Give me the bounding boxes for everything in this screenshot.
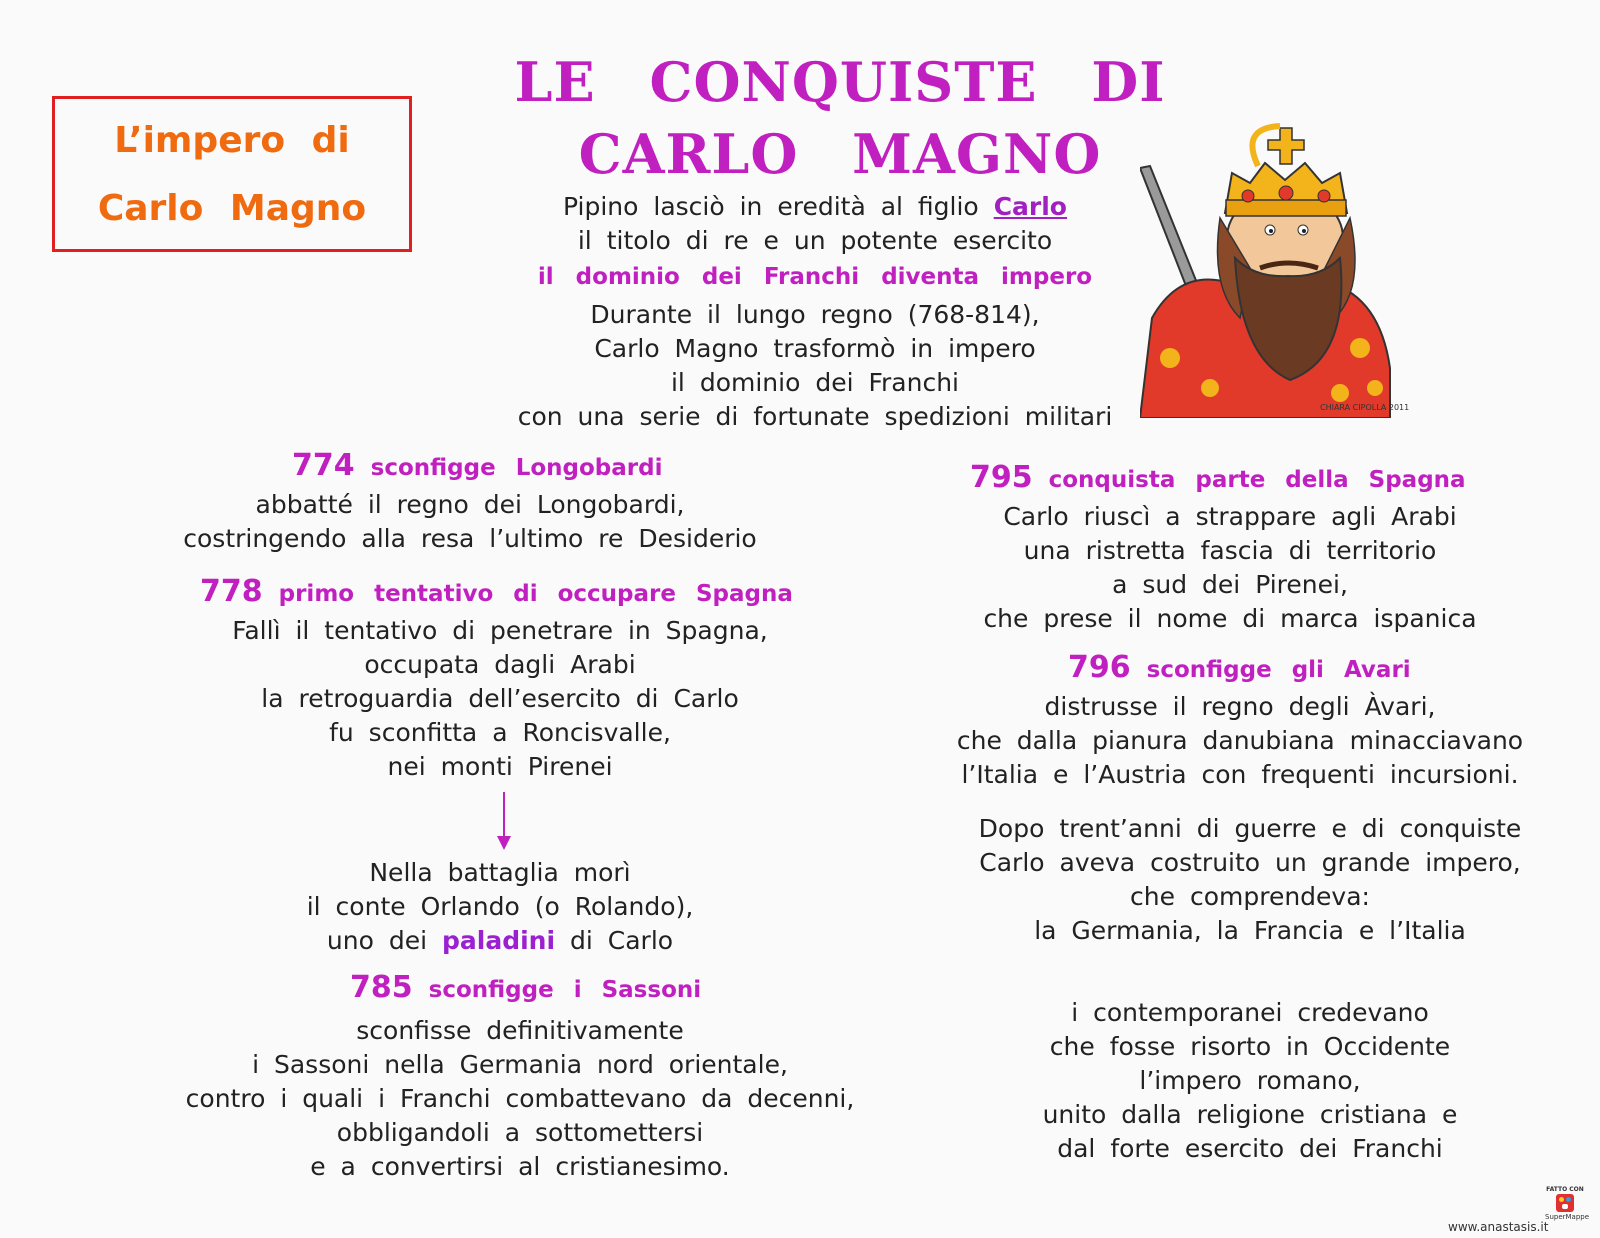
heading-774-text: sconfigge Longobardi	[370, 455, 663, 481]
text-line: unito dalla religione cristiana e	[1042, 1100, 1458, 1129]
text-line: dal forte esercito dei Franchi	[1057, 1134, 1443, 1163]
logo-bottom-text: SuperMappe	[1545, 1213, 1590, 1221]
text-line: l’Italia e l’Austria con frequenti incursioni.	[961, 760, 1519, 789]
paladini-line	[180, 924, 820, 958]
text-line: che dalla pianura danubiana minacciavano	[956, 726, 1524, 755]
text-line: di Carlo	[570, 926, 674, 955]
text-line: costringendo alla resa l’ultimo re Desiderio	[183, 524, 757, 553]
year-785: 785	[350, 970, 413, 1005]
text-line: uno dei	[326, 926, 428, 955]
heading-778	[200, 574, 793, 609]
intro-line1	[455, 190, 1175, 224]
text-line: occupata dagli Arabi	[364, 650, 636, 679]
text-line: i contemporanei credevano	[1071, 998, 1429, 1027]
text-line: abbatté il regno dei Longobardi,	[255, 490, 685, 519]
title-box-line2: Carlo Magno	[97, 188, 367, 229]
text-line: a sud dei Pirenei,	[1112, 570, 1348, 599]
conclusion	[940, 812, 1560, 948]
text-line: nei monti Pirenei	[387, 752, 613, 781]
intro-para-3: il dominio dei Franchi	[670, 368, 960, 397]
illustration-signature: CHIARA CIPOLLA 2011	[1320, 403, 1410, 412]
charlemagne-illustration	[1140, 118, 1420, 418]
footer-url[interactable]: www.anastasis.it	[1448, 1220, 1549, 1234]
text-line: che comprendeva:	[1130, 882, 1370, 911]
page-title	[490, 46, 1190, 190]
title-box-line1: L’impero di	[114, 120, 350, 161]
text-line: contro i quali i Franchi combattevano da decenni,	[185, 1084, 855, 1113]
heading-795-text: conquista parte della Spagna	[1048, 467, 1466, 493]
heading-795	[970, 460, 1466, 495]
paladini-highlight: paladini	[442, 926, 556, 955]
text-line: Carlo riuscì a strappare agli Arabi	[1003, 502, 1457, 531]
intro-line2: il titolo di re e un potente esercito	[577, 226, 1053, 255]
text-line: la Germania, la Francia e l’Italia	[1034, 916, 1466, 945]
supermappe-logo	[1545, 1186, 1590, 1230]
text-line: una ristretta fascia di territorio	[1023, 536, 1437, 565]
text-line: fu sconfitta a Roncisvalle,	[329, 718, 671, 747]
carlo-link[interactable]: Carlo	[993, 192, 1067, 221]
text-line: distrusse il regno degli Àvari,	[1044, 692, 1436, 721]
intro	[455, 190, 1175, 434]
logo-icon	[1556, 1194, 1574, 1212]
text-line: Carlo aveva costruito un grande impero,	[979, 848, 1521, 877]
text-line: obbligandoli a sottomettersi	[336, 1118, 704, 1147]
heading-778-text: primo tentativo di occupare Spagna	[278, 581, 793, 607]
year-778: 778	[200, 574, 263, 609]
heading-774	[292, 448, 662, 483]
contemporaries	[960, 996, 1540, 1166]
heading-785	[350, 970, 701, 1005]
text-line: Fallì il tentativo di penetrare in Spagna,	[232, 616, 768, 645]
heading-785-text: sconfigge i Sassoni	[428, 977, 702, 1003]
logo-top-text: FATTO CON	[1546, 1186, 1584, 1193]
year-795: 795	[970, 460, 1033, 495]
text-line: Nella battaglia morì	[369, 858, 631, 887]
section-774-text	[150, 488, 790, 556]
year-796: 796	[1068, 650, 1131, 685]
section-785-text	[150, 1014, 890, 1184]
down-arrow-icon	[492, 792, 516, 854]
text-line: il conte Orlando (o Rolando),	[306, 892, 694, 921]
section-778-aftermath	[180, 856, 820, 958]
intro-para-4: con una serie di fortunate spedizioni militari	[517, 402, 1113, 431]
text-line: la retroguardia dell’esercito di Carlo	[261, 684, 739, 713]
intro-line1-text: Pipino lasciò in eredità al figlio	[563, 192, 979, 221]
text-line: i Sassoni nella Germania nord orientale,	[252, 1050, 788, 1079]
section-796-text	[920, 690, 1560, 792]
text-line: Dopo trent’anni di guerre e di conquiste	[978, 814, 1522, 843]
text-line: sconfisse definitivamente	[356, 1016, 684, 1045]
text-line: che prese il nome di marca ispanica	[983, 604, 1477, 633]
heading-796-text: sconfigge gli Avari	[1146, 657, 1411, 683]
text-line: e a convertirsi al cristianesimo.	[310, 1152, 730, 1181]
intro-para-2: Carlo Magno trasformò in impero	[594, 334, 1036, 363]
page-title-line2: CARLO MAGNO	[578, 122, 1102, 186]
intro-para-1: Durante il lungo regno (768-814),	[590, 300, 1040, 329]
intro-highlight: il dominio dei Franchi diventa impero	[537, 264, 1093, 290]
title-box	[52, 96, 412, 252]
section-795-text	[930, 500, 1530, 636]
heading-796	[1068, 650, 1411, 685]
page-title-line1: LE CONQUISTE DI	[514, 50, 1166, 114]
text-line: l’impero romano,	[1139, 1066, 1361, 1095]
year-774: 774	[292, 448, 355, 483]
text-line: che fosse risorto in Occidente	[1049, 1032, 1451, 1061]
section-778-text	[180, 614, 820, 784]
